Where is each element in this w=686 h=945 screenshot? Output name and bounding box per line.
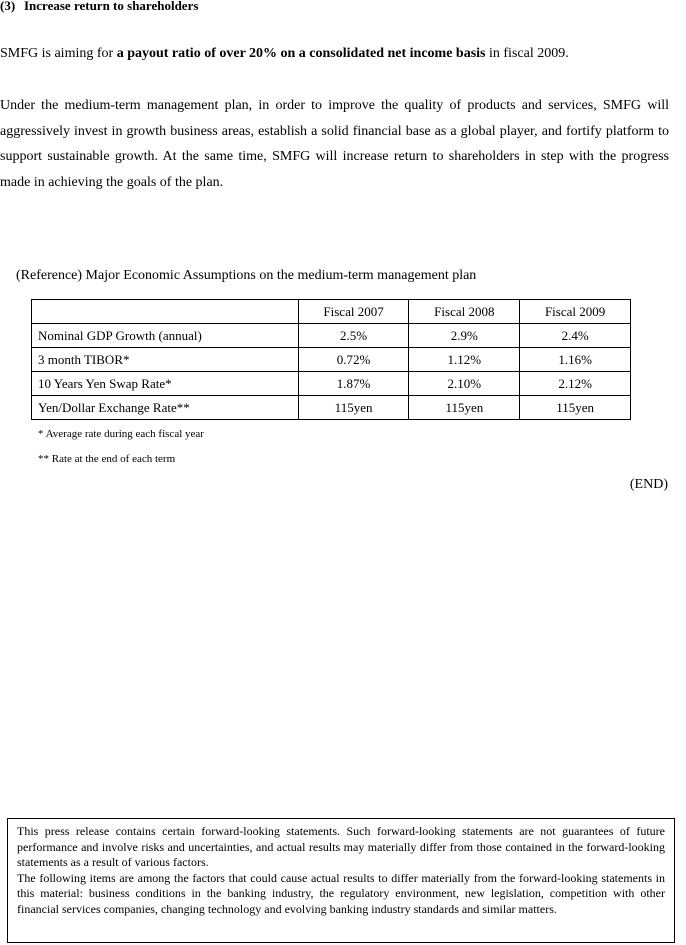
table-row <box>32 348 631 372</box>
table-cell: 2.5% <box>298 324 409 348</box>
forward-looking-disclaimer <box>7 818 675 943</box>
row-label: 3 month TIBOR* <box>32 348 299 372</box>
plan-paragraph: Under the medium-term management plan, in order to improve the quality of products and services, SMFG will aggressively invest in growth business areas, establish a solid financial base as a global player, and fortify platform to support sustainable growth. At the same time, SMFG will increase return to shareholders in step with the progress made in achieving the goals of the plan. <box>0 98 669 190</box>
table-cell: 2.10% <box>409 372 520 396</box>
table-cell: 2.4% <box>520 324 631 348</box>
footnote-term-end-rate: ** Rate at the end of each term <box>38 453 176 465</box>
table-cell: 115yen <box>520 396 631 420</box>
disclaimer-paragraph: This press release contains certain forward-looking statements. Such forward-looking statements are not guarantees of future performance and involve risks and uncertainties, and actual results may materially differ from those contained in the forward-looking statements as a result of various factors. <box>17 824 665 870</box>
payout-text-bold: a payout ratio of over 20% on a consolidated net income basis <box>116 46 486 61</box>
end-marker: (END) <box>629 477 668 492</box>
table-row <box>32 372 631 396</box>
section-title: Increase return to shareholders <box>24 0 199 13</box>
table-cell: 1.87% <box>298 372 409 396</box>
row-label: 10 Years Yen Swap Rate* <box>32 372 299 396</box>
payout-paragraph <box>0 44 670 64</box>
economic-assumptions-table <box>31 299 631 420</box>
row-label: Nominal GDP Growth (annual) <box>32 324 299 348</box>
table-header-row <box>32 300 631 324</box>
footnote-average-rate: * Average rate during each fiscal year <box>38 428 204 440</box>
section-heading <box>0 0 198 14</box>
table-cell: 115yen <box>298 396 409 420</box>
table-header-cell: Fiscal 2008 <box>409 300 520 324</box>
payout-text-before: SMFG is aiming for <box>0 46 117 61</box>
table-row <box>32 324 631 348</box>
row-label: Yen/Dollar Exchange Rate** <box>32 396 299 420</box>
table-header-cell <box>32 300 299 324</box>
table-row <box>32 396 631 420</box>
table-header-cell: Fiscal 2007 <box>298 300 409 324</box>
table-cell: 0.72% <box>298 348 409 372</box>
disclaimer-paragraph: The following items are among the factors that could cause actual results to differ materially from the forward-looking statements in this material: business conditions in the banking industry, the regulatory environment, new legislation, competition with other financial services companies, changing technology and evolving banking industry standards and similar matters. <box>17 870 665 916</box>
payout-text-after: in fiscal 2009. <box>485 46 569 61</box>
section-number: (3) <box>0 0 16 13</box>
table-cell: 1.16% <box>520 348 631 372</box>
reference-title: (Reference) Major Economic Assumptions on the medium-term management plan <box>16 268 477 283</box>
table-header-cell: Fiscal 2009 <box>520 300 631 324</box>
table-cell: 1.12% <box>409 348 520 372</box>
table-cell: 2.9% <box>409 324 520 348</box>
table-cell: 115yen <box>409 396 520 420</box>
table-cell: 2.12% <box>520 372 631 396</box>
